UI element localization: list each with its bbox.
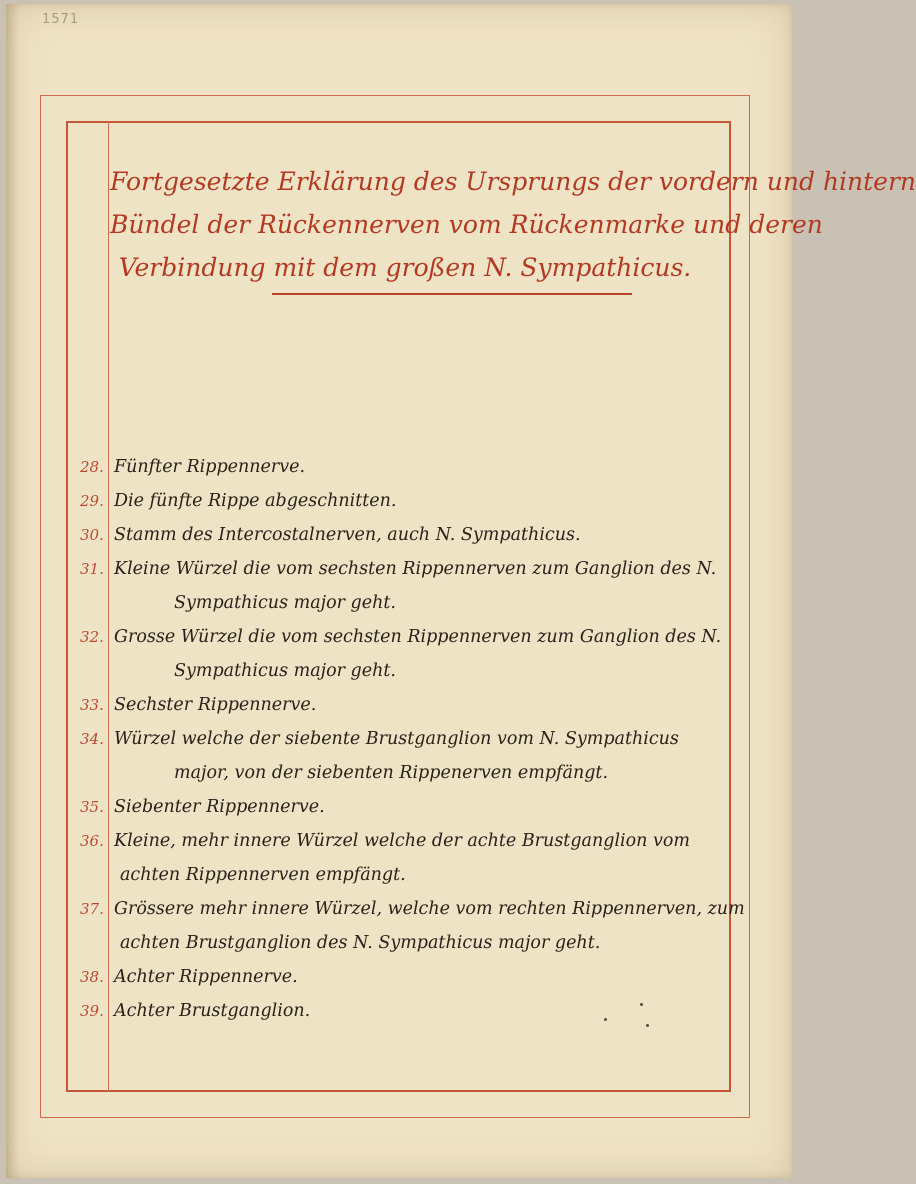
entry-text: Grosse Würzel die vom sechsten Rippennerven zum Ganglion des N. <box>114 627 722 647</box>
ink-speck <box>640 1003 643 1006</box>
page-title <box>110 160 916 289</box>
title-line: Verbindung mit dem großen N. Sympathicus. <box>118 253 692 282</box>
entry-text: Würzel welche der siebente Brustganglion vom N. Sympathicus <box>114 729 679 749</box>
title-line: Fortgesetzte Erklärung des Ursprungs der vordern und hintern <box>110 167 916 196</box>
legend-entry <box>66 960 726 994</box>
title-underline <box>272 293 632 295</box>
legend-entry <box>66 722 726 790</box>
entry-text-continued: Sympathicus major geht. <box>174 661 396 681</box>
entry-text-continued: Sympathicus major geht. <box>174 593 396 613</box>
entry-number: 39. <box>80 1002 104 1020</box>
legend-list <box>66 450 745 1028</box>
legend-entry <box>66 688 726 722</box>
ink-speck <box>604 1018 607 1021</box>
legend-entry <box>66 790 726 824</box>
entry-number: 33. <box>80 696 104 714</box>
entry-text: Fünfter Rippennerve. <box>114 457 306 477</box>
entry-text-continued: achten Brustganglion des N. Sympathicus major geht. <box>120 933 601 953</box>
entry-number: 28. <box>80 458 104 476</box>
entry-text: Die fünfte Rippe abgeschnitten. <box>114 491 397 511</box>
entry-number: 38. <box>80 968 104 986</box>
entry-text: Kleine, mehr innere Würzel welche der achte Brustganglion vom <box>114 831 691 851</box>
entry-text: Siebenter Rippennerve. <box>114 797 325 817</box>
legend-entry <box>66 892 745 960</box>
entry-text: Kleine Würzel die vom sechsten Rippennerven zum Ganglion des N. <box>114 559 717 579</box>
entry-number: 35. <box>80 798 104 816</box>
legend-entry <box>66 450 726 484</box>
entry-text: Grössere mehr innere Würzel, welche vom rechten Rippennerven, zum <box>114 899 745 919</box>
legend-entry <box>66 552 726 620</box>
entry-text: Stamm des Intercostalnerven, auch N. Sympathicus. <box>114 525 581 545</box>
page-edge-shadow <box>6 4 20 1178</box>
entry-number: 29. <box>80 492 104 510</box>
title-line: Bündel der Rückennerven vom Rückenmarke und deren <box>110 210 823 239</box>
entry-text-continued: achten Rippennerven empfängt. <box>120 865 406 885</box>
legend-entry <box>66 824 726 892</box>
entry-text: Achter Brustganglion. <box>114 1001 311 1021</box>
legend-entry <box>66 484 726 518</box>
archive-mark: 1571 <box>42 12 80 27</box>
entry-number: 37. <box>80 900 104 918</box>
legend-entry <box>66 994 726 1028</box>
ink-speck <box>646 1024 649 1027</box>
legend-entry <box>66 620 726 688</box>
entry-number: 36. <box>80 832 104 850</box>
entry-number: 30. <box>80 526 104 544</box>
legend-entry <box>66 518 726 552</box>
entry-text-continued: major, von der siebenten Rippenerven empfängt. <box>174 763 609 783</box>
entry-text: Achter Rippennerve. <box>114 967 298 987</box>
entry-number: 34. <box>80 730 104 748</box>
entry-number: 32. <box>80 628 104 646</box>
entry-number: 31. <box>80 560 104 578</box>
entry-text: Sechster Rippennerve. <box>114 695 317 715</box>
